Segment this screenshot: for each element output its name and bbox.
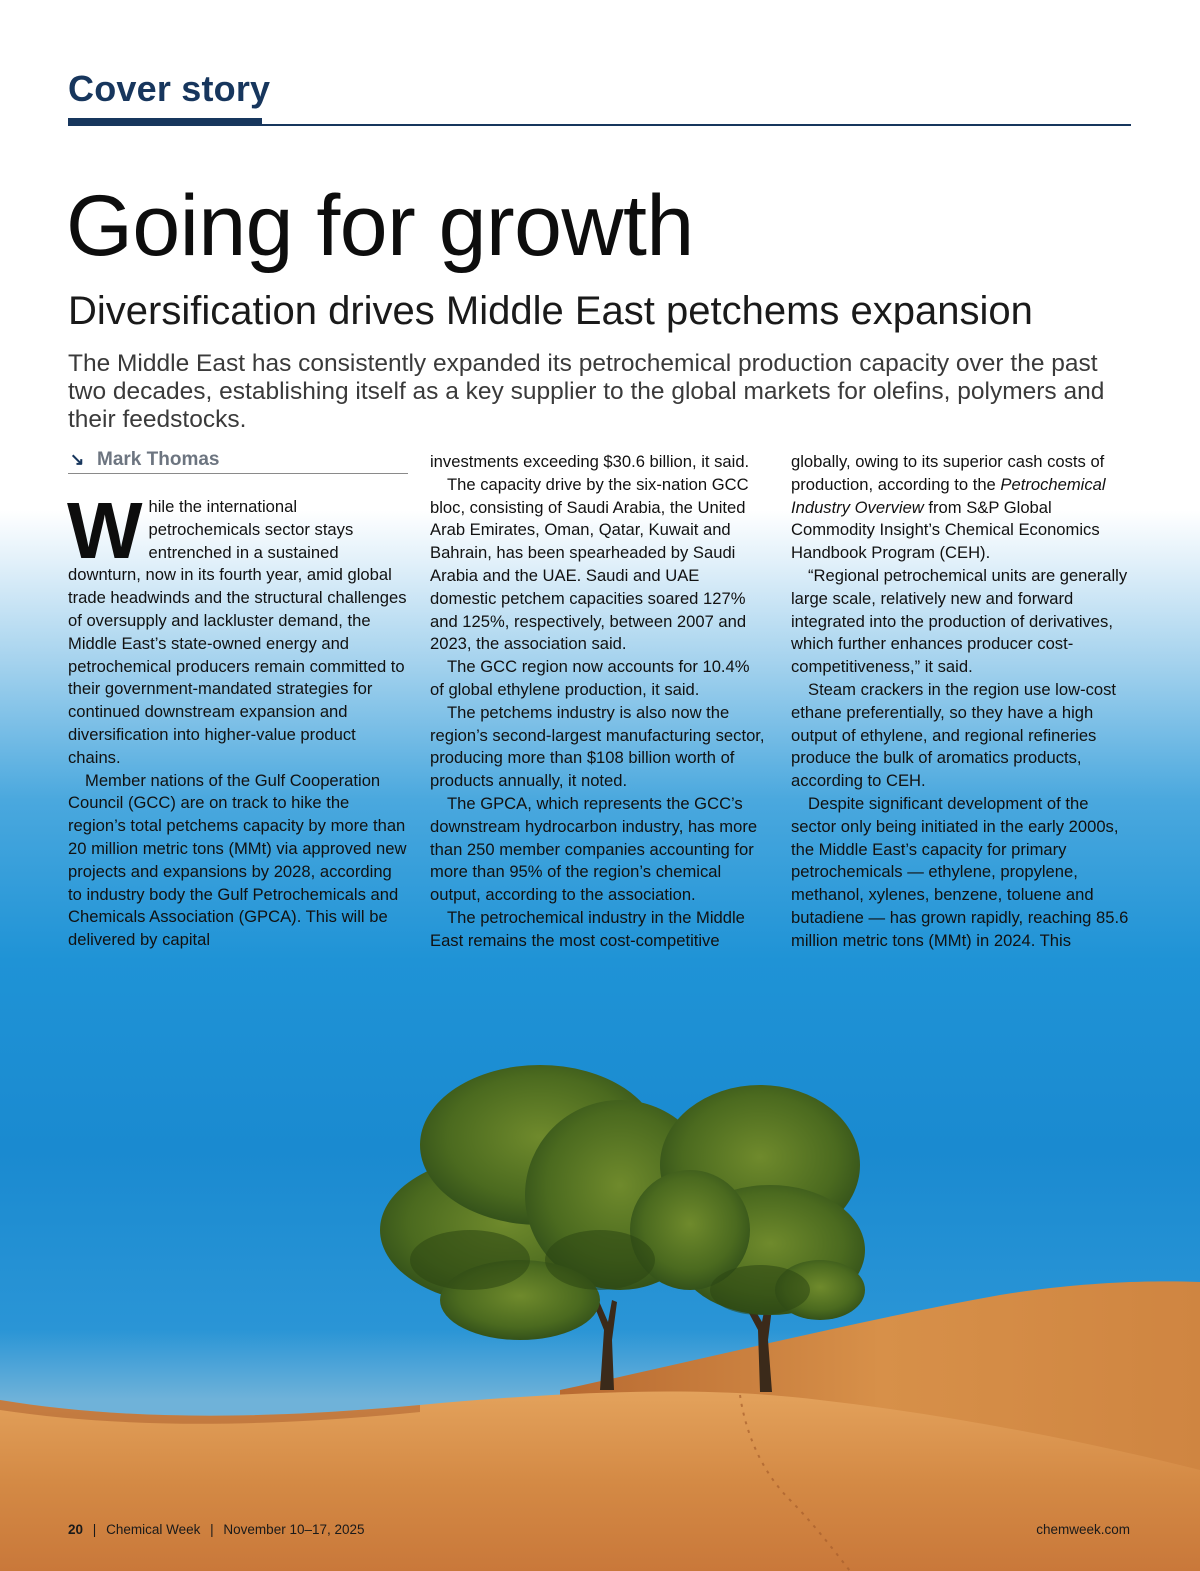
article-column-3 — [791, 451, 1132, 953]
article-column-2 — [430, 451, 767, 953]
standfirst: The Middle East has consistently expanded its petrochemical production capacity over the past two decades, establishing itself as a key supplier to the global markets for olefins, polymers and their feedstocks. — [68, 350, 1105, 433]
page-footer — [68, 1522, 365, 1537]
page-number: 20 — [68, 1522, 84, 1537]
paragraph: The petchems industry is also now the region’s second-largest manufacturing sector, producing more than $108 billion worth of products annually, it noted. — [430, 702, 765, 791]
paragraph: The GPCA, which represents the GCC’s downstream hydrocarbon industry, has more than 250 member companies accounting for more than 95% of the region’s chemical output, according to the association. — [430, 793, 758, 905]
byline — [68, 449, 408, 474]
paragraph-text: globally, owing to its superior cash costs of production, according to the — [791, 452, 1105, 494]
paragraph: Member nations of the Gulf Cooperation Council (GCC) are on track to hike the region’s total petchems capacity by more than 20 million metric tons (MMt) via approved new projects and expansions by 2028, according to industry body the Gulf Petrochemicals and Chemicals Association (GPCA). This will be delivered by capital — [68, 770, 407, 950]
paragraph: The GCC region now accounts for 10.4% of global ethylene production, it said. — [430, 657, 750, 699]
publication-name: Chemical Week — [106, 1522, 201, 1537]
footer-separator: | — [92, 1522, 97, 1537]
paragraph: The capacity drive by the six-nation GCC bloc, consisting of Saudi Arabia, the United Arab Emirates, Oman, Qatar, Kuwait and Bahrain, has been spearheaded by Saudi Arabia and the UAE. Saudi and UAE domestic petchem capacities soared 127% and 125%, respectively, between 2007 and 2023, the association said. — [430, 474, 749, 654]
subheadline: Diversification drives Middle East petchems expansion — [68, 289, 1033, 333]
arrow-down-right-icon: ↘ — [70, 450, 85, 469]
footer-separator: | — [210, 1522, 214, 1537]
paragraph: investments exceeding $30.6 billion, it said. — [430, 452, 750, 471]
paragraph: The petrochemical industry in the Middle East remains the most cost-competitive — [430, 907, 745, 950]
paragraph: hile the international petrochemicals sector stays entrenched in a sustained downturn, now in its fourth year, amid global trade headwinds and the structural challenges of oversupply and lackluster demand, the Middle East’s state-owned energy and petrochemical producers remain committed to their government-mandated strategies for continued downstream expansion and diversification into higher-value product chains. — [68, 497, 407, 767]
drop-cap: W — [67, 486, 143, 575]
report-title: Petrochemical Industry Overview — [791, 474, 1106, 517]
section-label: Cover story — [68, 68, 271, 109]
author-name: Mark Thomas — [97, 449, 220, 470]
article-column-1 — [67, 486, 408, 952]
paragraph-text: from S&P Global Commodity Insight’s Chemical Economics Handbook Program (CEH). — [791, 497, 1100, 563]
paragraph: Despite significant development of the sector only being initiated in the early 2000s, the Middle East’s capacity for primary petrochemicals — ethylene, propylene, methanol, xylenes, benzene, toluene and butadiene — has grown rapidly, reaching 85.6 million metric tons (MMt) in 2024. This — [791, 793, 1129, 950]
section-rule-accent — [68, 118, 262, 126]
website-link[interactable]: chemweek.com — [1036, 1522, 1130, 1537]
issue-date: November 10–17, 2025 — [223, 1522, 365, 1537]
paragraph: Steam crackers in the region use low-cost ethane preferentially, so they have a high output of ethylene, and regional refineries produce the bulk of aromatics products, according to CEH. — [791, 679, 1117, 791]
headline: Going for growth — [66, 178, 694, 274]
paragraph: “Regional petrochemical units are generally large scale, relatively new and forward integrated into the production of derivatives, which further enhances producer cost-competitiveness,” it said. — [791, 565, 1128, 677]
